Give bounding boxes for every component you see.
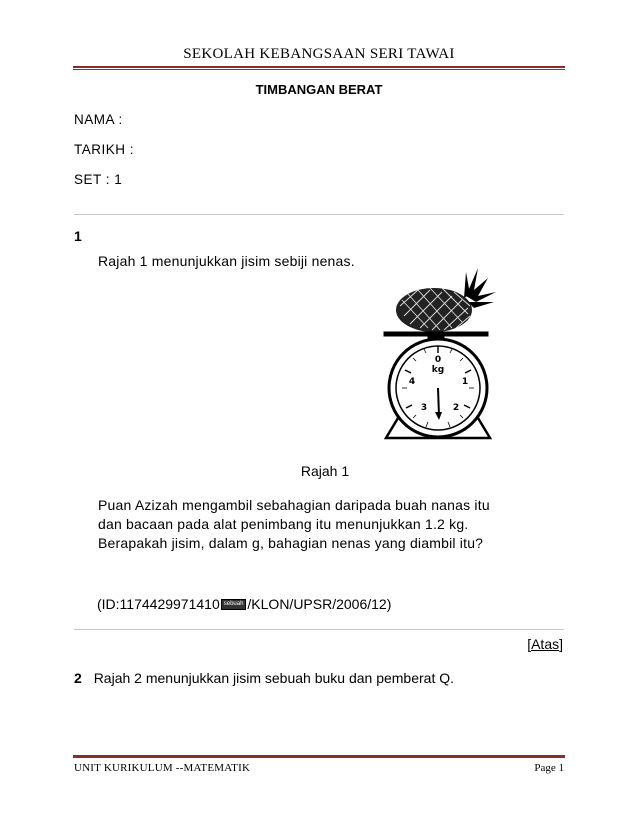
sebuah-button[interactable]: sebuah bbox=[221, 599, 247, 610]
pineapple-scale-figure bbox=[378, 258, 498, 442]
dial-label-4: 4 bbox=[408, 377, 416, 387]
document-title: TIMBANGAN BERAT bbox=[255, 82, 383, 97]
section-divider bbox=[74, 214, 564, 215]
bracket-open: [ bbox=[527, 636, 532, 652]
set-field: SET : 1 bbox=[74, 172, 123, 187]
footer-unit: UNIT KURIKULUM --MATEMATIK bbox=[74, 762, 251, 774]
question-id-suffix: /KLON/UPSR/2006/12) bbox=[247, 596, 392, 612]
bracket-close: ] bbox=[559, 636, 563, 652]
question-2 bbox=[74, 670, 454, 686]
dial-unit-label: kg bbox=[431, 365, 445, 375]
question-1-number: 1 bbox=[74, 228, 82, 244]
question-1-body bbox=[98, 496, 558, 553]
question-1-intro: Rajah 1 menunjukkan jisim sebiji nenas. bbox=[98, 253, 355, 269]
date-field: TARIKH : bbox=[74, 142, 135, 157]
figure-caption: Rajah 1 bbox=[300, 463, 350, 479]
question-1-line-2: dan bacaan pada alat penimbang itu menunjukkan 1.2 kg. bbox=[98, 516, 469, 532]
footer-rule-thin bbox=[73, 757, 565, 758]
header-rule-thin bbox=[73, 69, 565, 70]
header-rule bbox=[73, 66, 565, 68]
question-1-id bbox=[97, 596, 391, 612]
question-divider bbox=[74, 629, 564, 630]
weighing-scale-icon bbox=[384, 332, 490, 438]
name-field: NAMA : bbox=[74, 112, 123, 127]
question-id-prefix: (ID:1174429971410 bbox=[97, 596, 220, 612]
question-2-text: Rajah 2 menunjukkan jisim sebuah buku dan pemberat Q. bbox=[93, 670, 455, 686]
dial-label-2: 2 bbox=[452, 403, 460, 413]
dial-label-3: 3 bbox=[420, 403, 428, 413]
question-2-number: 2 bbox=[74, 670, 82, 686]
question-1-line-1: Puan Azizah mengambil sebahagian daripada buah nanas itu bbox=[98, 497, 490, 513]
pineapple-icon bbox=[396, 268, 496, 332]
dial-label-0: 0 bbox=[434, 355, 442, 365]
atas-link[interactable]: Atas bbox=[531, 636, 560, 652]
dial-label-1: 1 bbox=[461, 377, 469, 387]
question-1-line-3: Berapakah jisim, dalam g, bahagian nenas yang diambil itu? bbox=[98, 535, 484, 551]
school-name: SEKOLAH KEBANGSAAN SERI TAWAI bbox=[183, 46, 455, 62]
page-number: Page 1 bbox=[534, 762, 564, 774]
back-to-top bbox=[527, 636, 563, 652]
